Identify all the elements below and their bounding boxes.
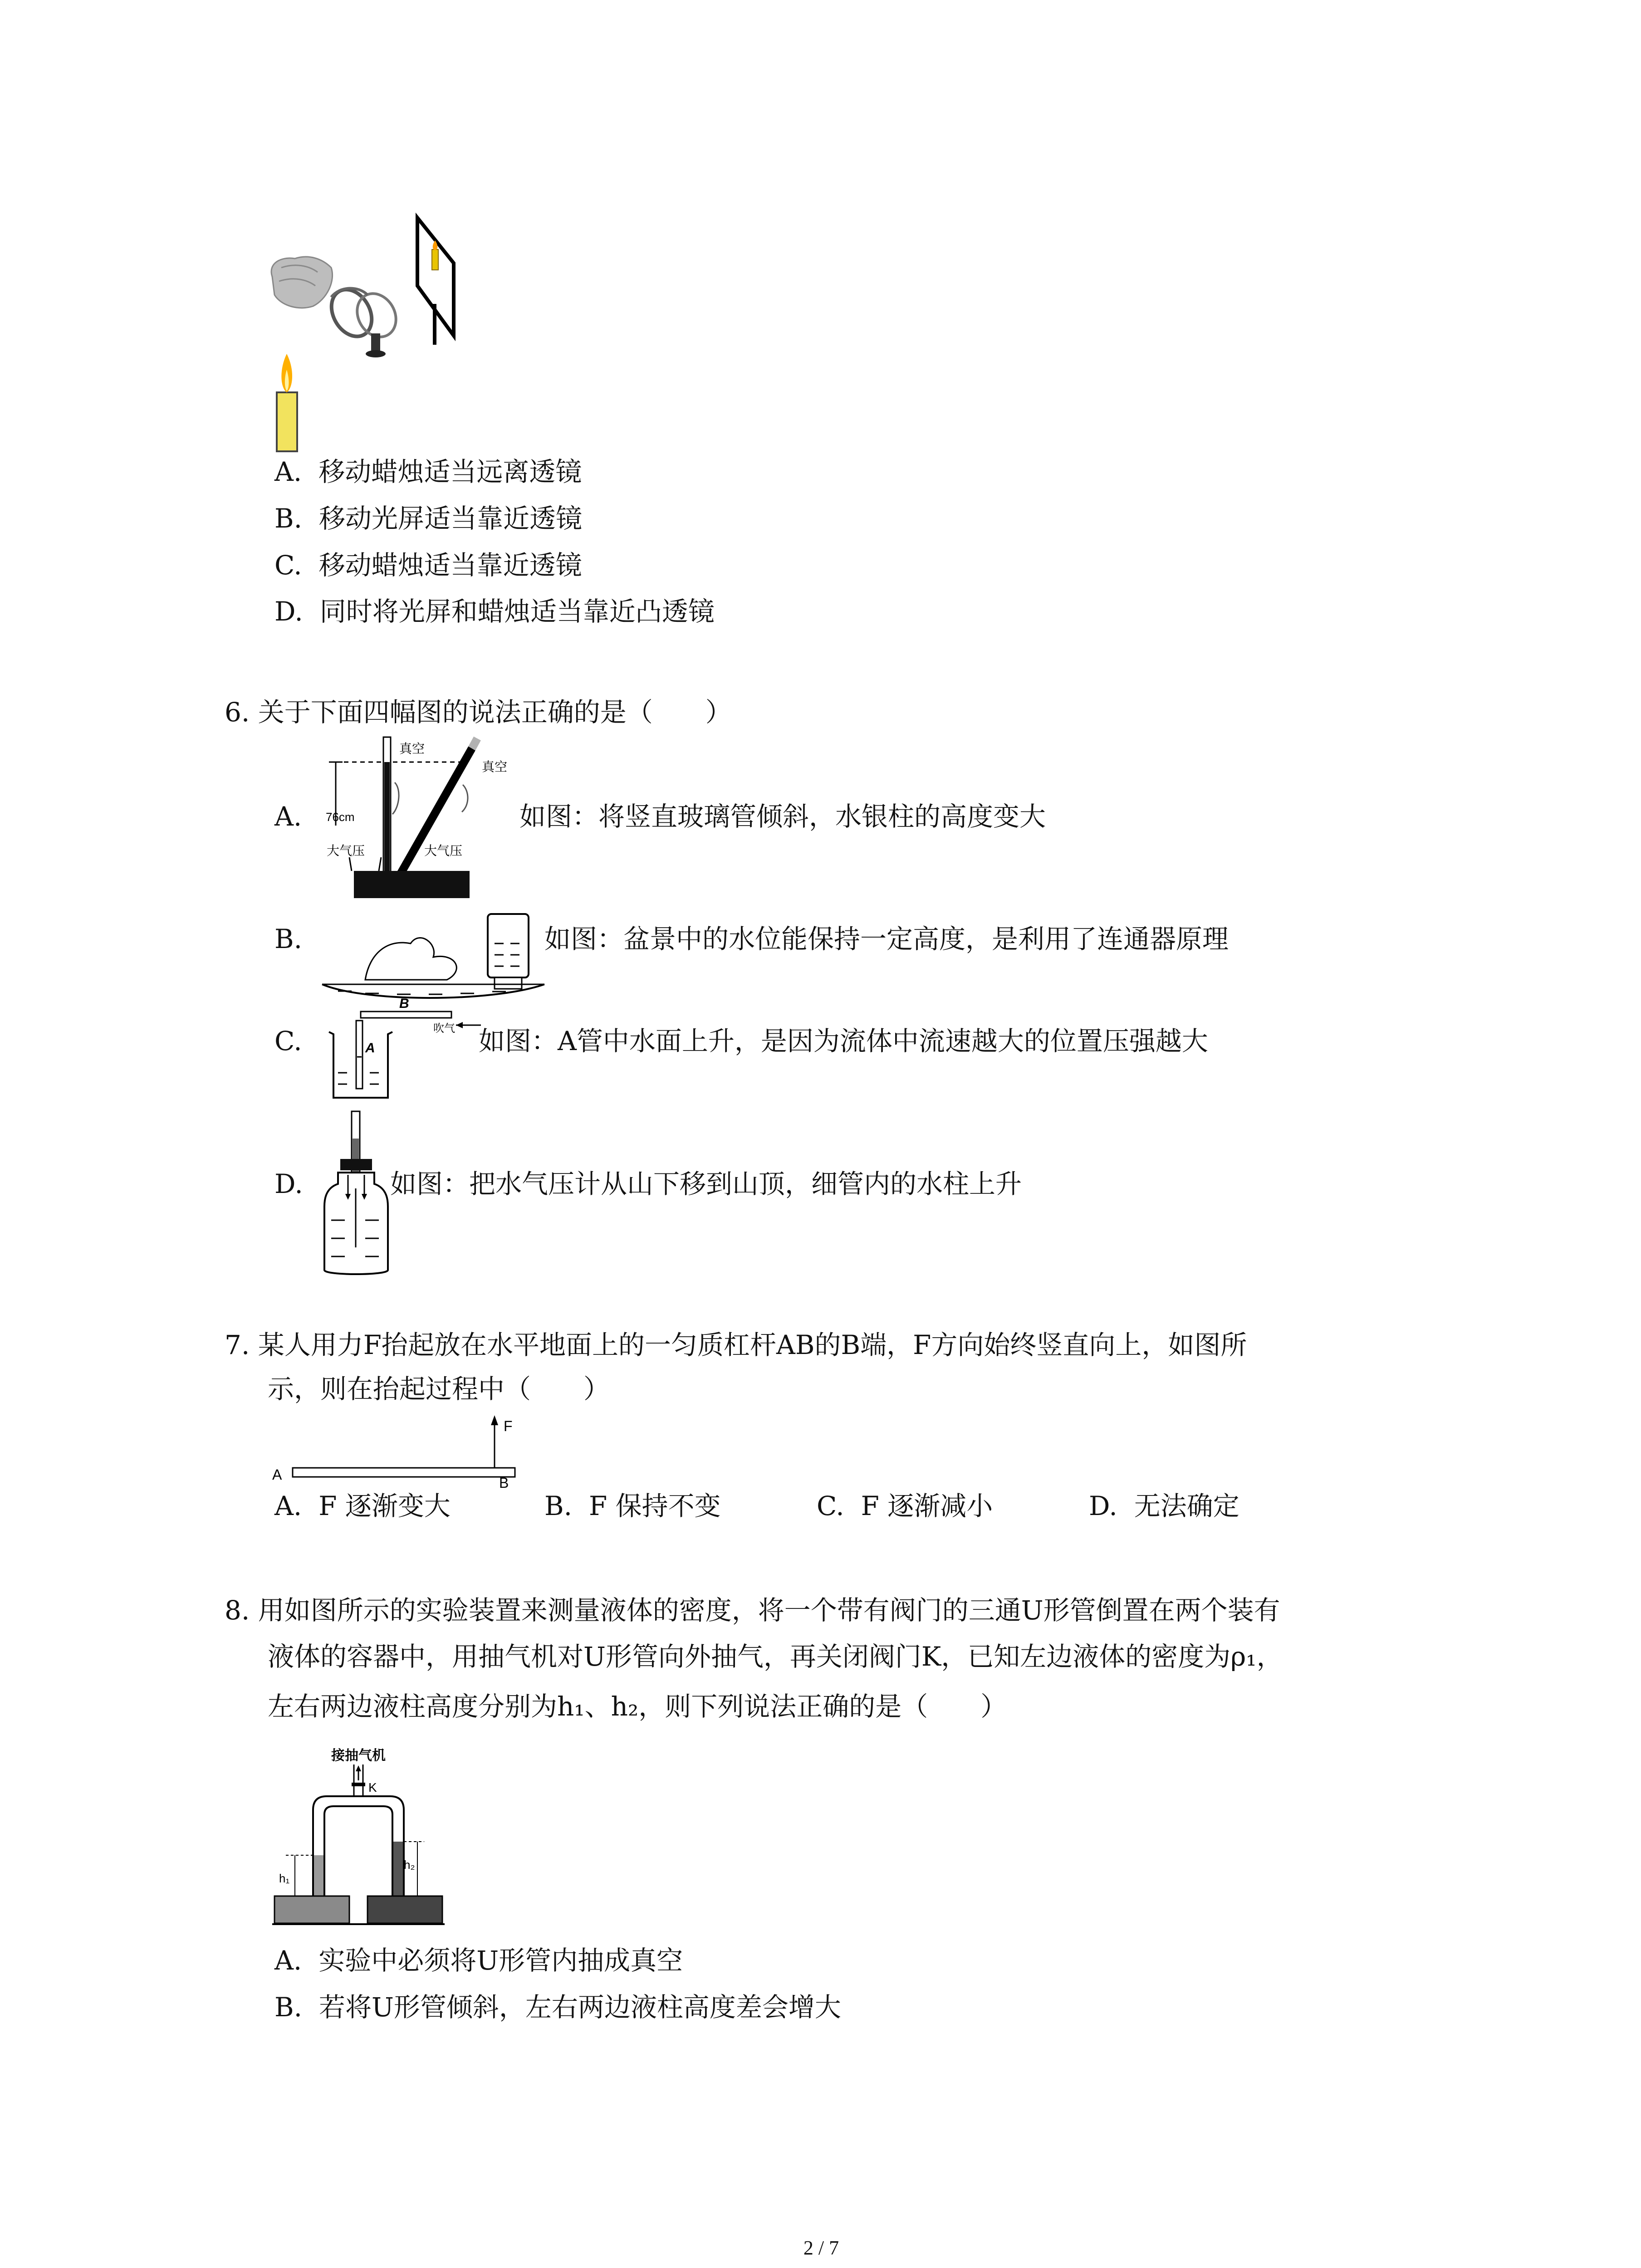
option-letter: D. bbox=[274, 596, 303, 627]
option-letter: A. bbox=[274, 456, 302, 487]
q8-stem-line-1 bbox=[225, 1592, 1280, 1628]
question-text: 左右两边液柱高度分别为h₁、h₂，则下列说法正确的是（ ） bbox=[268, 1691, 1007, 1722]
q7-option-a bbox=[274, 1488, 451, 1524]
vacuum-label-1: 真空 bbox=[399, 742, 425, 756]
page-number: 2 / 7 bbox=[803, 2237, 839, 2259]
option-text: F 逐渐变大 bbox=[318, 1491, 451, 1521]
q6-option-b bbox=[274, 921, 302, 957]
bonsai-figure bbox=[320, 912, 547, 1002]
point-b-label: B bbox=[499, 1475, 509, 1491]
q7-option-d bbox=[1089, 1488, 1239, 1524]
water-barometer-figure bbox=[320, 1111, 392, 1279]
question-text: 液体的容器中，用抽气机对U形管向外抽气，再关闭阀门K，已知左边液体的密度为ρ₁， bbox=[268, 1641, 1283, 1672]
option-text: 如图：A管中水面上升，是因为流体中流速越大的位置压强越大 bbox=[479, 1026, 1208, 1056]
option-letter: B. bbox=[274, 1992, 303, 2023]
tube-b-label: B bbox=[399, 996, 409, 1011]
atm-label-2: 大气压 bbox=[424, 844, 463, 858]
force-f-label: F bbox=[504, 1418, 513, 1434]
q6-option-b-text bbox=[544, 921, 1229, 957]
tube-a-label: A bbox=[365, 1041, 375, 1056]
option-letter: C. bbox=[817, 1491, 844, 1521]
question-number: 7. bbox=[225, 1330, 250, 1360]
q6-option-c-text bbox=[479, 1023, 1208, 1059]
height-label: 76cm bbox=[326, 810, 355, 824]
q7-option-b bbox=[544, 1488, 721, 1524]
q5-option-d bbox=[274, 593, 715, 630]
option-letter: A. bbox=[274, 1945, 302, 1976]
h1-label: h₁ bbox=[279, 1872, 290, 1885]
option-letter: A. bbox=[274, 1491, 302, 1521]
option-text: 若将U形管倾斜，左右两边液柱高度差会增大 bbox=[318, 1992, 841, 2023]
q5-option-a bbox=[274, 454, 582, 490]
option-text: 如图：将竖直玻璃管倾斜，水银柱的高度变大 bbox=[519, 801, 1046, 832]
option-text: F 逐渐减小 bbox=[861, 1491, 993, 1521]
vacuum-label-2: 真空 bbox=[482, 760, 508, 774]
point-a-label: A bbox=[272, 1466, 282, 1483]
option-letter: B. bbox=[274, 503, 303, 534]
question-text: 关于下面四幅图的说法正确的是（ ） bbox=[258, 697, 732, 728]
option-letter: A. bbox=[274, 801, 302, 832]
option-text: 如图：把水气压计从山下移到山顶，细管内的水柱上升 bbox=[390, 1168, 1022, 1199]
option-letter: C. bbox=[274, 550, 302, 581]
pump-label: 接抽气机 bbox=[331, 1748, 386, 1763]
q5-option-b bbox=[274, 500, 582, 537]
q7-stem-line-1 bbox=[225, 1327, 1247, 1363]
q7-option-c bbox=[817, 1488, 993, 1524]
option-letter: D. bbox=[1089, 1491, 1117, 1521]
option-text: 同时将光屏和蜡烛适当靠近凸透镜 bbox=[319, 596, 715, 627]
option-text: 移动蜡烛适当靠近透镜 bbox=[318, 550, 582, 581]
q6-option-a-text bbox=[519, 798, 1046, 835]
blow-tube-figure bbox=[320, 993, 488, 1107]
option-letter: D. bbox=[274, 1168, 303, 1199]
h2-label: h₂ bbox=[404, 1858, 415, 1872]
question-text: 示，则在抬起过程中（ ） bbox=[268, 1374, 610, 1404]
q7-stem-line-2 bbox=[268, 1371, 610, 1407]
option-letter: B. bbox=[274, 924, 303, 954]
q6-stem bbox=[225, 694, 732, 730]
option-text: 实验中必须将U形管内抽成真空 bbox=[318, 1945, 683, 1976]
q8-option-a bbox=[274, 1942, 683, 1979]
option-letter: B. bbox=[544, 1491, 573, 1521]
q8-option-b bbox=[274, 1989, 841, 2025]
q6-option-d bbox=[274, 1166, 303, 1202]
question-number: 8. bbox=[225, 1595, 250, 1626]
option-text: 移动蜡烛适当远离透镜 bbox=[318, 456, 582, 487]
option-letter: C. bbox=[274, 1026, 302, 1056]
option-text: 如图：盆景中的水位能保持一定高度，是利用了连通器原理 bbox=[544, 924, 1229, 954]
question-text: 某人用力F抬起放在水平地面上的一匀质杠杆AB的B端，F方向始终竖直向上，如图所 bbox=[258, 1330, 1247, 1360]
option-text: 移动光屏适当靠近透镜 bbox=[318, 503, 582, 534]
torricelli-figure bbox=[318, 735, 526, 907]
q6-option-c bbox=[274, 1023, 302, 1059]
lens-experiment-figure bbox=[263, 213, 499, 458]
option-text: F 保持不变 bbox=[588, 1491, 721, 1521]
valve-k-label: K bbox=[368, 1780, 377, 1794]
blow-label: 吹气 bbox=[433, 1022, 455, 1035]
q6-option-d-text bbox=[390, 1166, 1022, 1202]
question-number: 6. bbox=[225, 697, 250, 728]
u-tube-figure bbox=[268, 1746, 458, 1946]
q8-stem-line-3 bbox=[268, 1688, 1007, 1725]
q6-option-a bbox=[274, 798, 302, 835]
lever-figure bbox=[268, 1411, 531, 1492]
question-text: 用如图所示的实验装置来测量液体的密度，将一个带有阀门的三通U形管倒置在两个装有 bbox=[258, 1595, 1280, 1626]
atm-label-1: 大气压 bbox=[327, 844, 365, 858]
q5-option-c bbox=[274, 547, 582, 583]
option-text: 无法确定 bbox=[1134, 1491, 1239, 1521]
q8-stem-line-2 bbox=[268, 1638, 1283, 1675]
